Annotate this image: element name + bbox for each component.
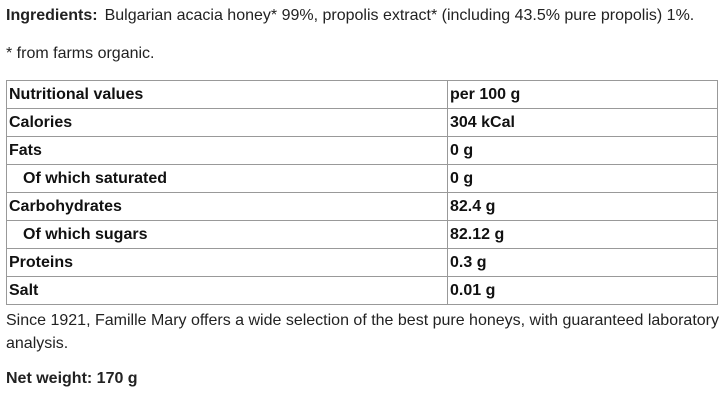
table-row <box>7 221 718 249</box>
table-row <box>7 277 718 305</box>
row-label: Of which saturated <box>7 165 448 193</box>
header-per-100g: per 100 g <box>448 81 718 109</box>
row-label: Proteins <box>7 249 448 277</box>
table-row <box>7 137 718 165</box>
table-header-row <box>7 81 718 109</box>
ingredients-text: Bulgarian acacia honey* 99%, propolis extract* (including 43.5% pure propolis) 1%. <box>104 7 695 24</box>
brand-statement: Since 1921, Famille Mary offers a wide selection of the best pure honeys, with guaranteed laboratory analysis. <box>6 312 719 352</box>
row-value: 0.01 g <box>448 277 718 305</box>
row-value: 0.3 g <box>448 249 718 277</box>
table-row <box>7 165 718 193</box>
ingredients-label: Ingredients: <box>6 7 98 24</box>
row-value: 304 kCal <box>448 109 718 137</box>
header-nutritional-values: Nutritional values <box>7 81 448 109</box>
row-label: Carbohydrates <box>7 193 448 221</box>
row-value: 82.4 g <box>448 193 718 221</box>
row-label: Fats <box>7 137 448 165</box>
row-value: 0 g <box>448 137 718 165</box>
table-row <box>7 193 718 221</box>
row-label: Salt <box>7 277 448 305</box>
row-label: Calories <box>7 109 448 137</box>
net-weight: Net weight: 170 g <box>6 370 138 387</box>
table-row <box>7 249 718 277</box>
ingredients-paragraph <box>6 4 720 28</box>
row-label: Of which sugars <box>7 221 448 249</box>
row-value: 0 g <box>448 165 718 193</box>
row-value: 82.12 g <box>448 221 718 249</box>
table-row <box>7 109 718 137</box>
organic-note: * from farms organic. <box>6 45 155 62</box>
nutrition-table <box>6 80 718 305</box>
